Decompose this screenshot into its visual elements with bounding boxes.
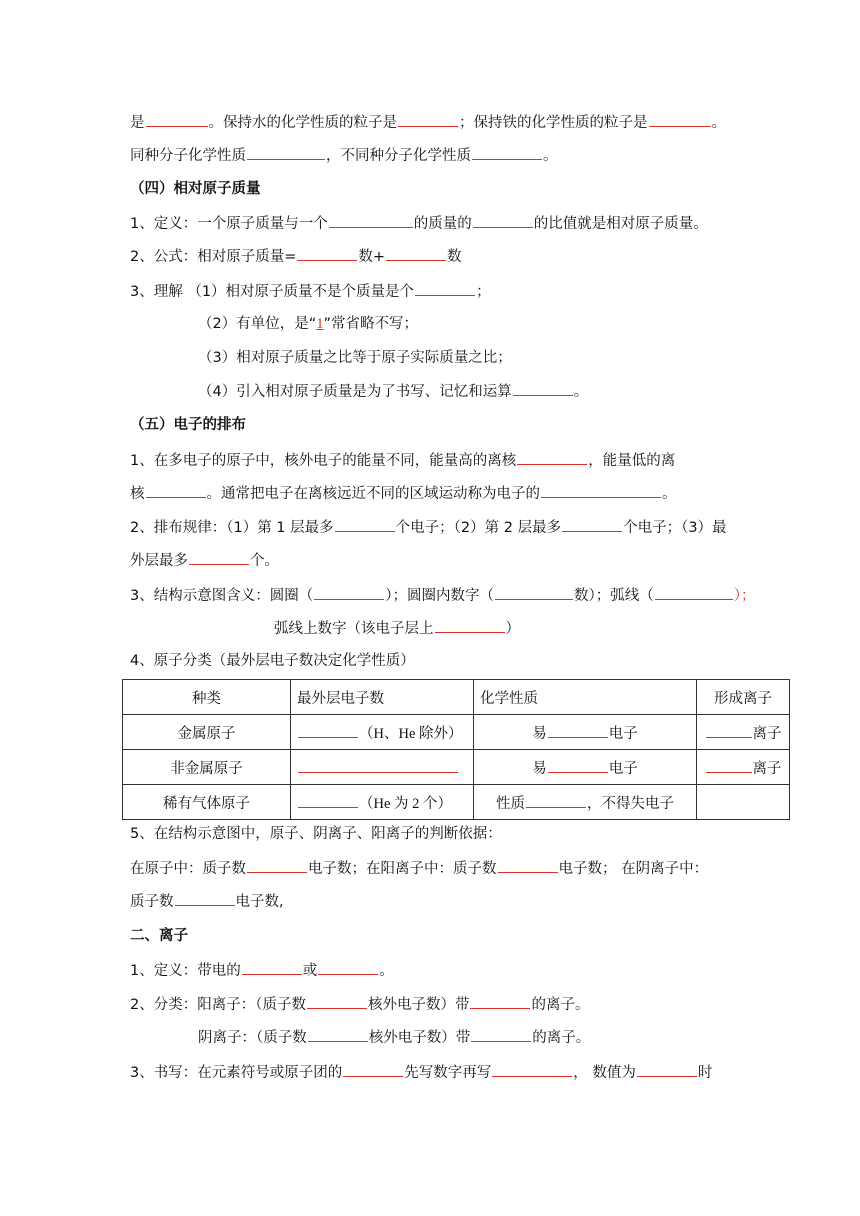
ion-definition-line: 1、定义：带电的 或 。 [130, 960, 394, 981]
cell-outer [291, 750, 474, 785]
ion-class-anion: 阴离子：（质子数 核外电子数）带 的离子。 [198, 1027, 590, 1048]
cell-kind: 金属原子 [123, 715, 291, 750]
atom-classification-table [122, 679, 790, 820]
arc-number-line: 弧线上数字（该电子层上 ） [274, 618, 520, 639]
cell-ion [697, 785, 790, 820]
section-heading-5: （五）电子的排布 [130, 417, 246, 433]
diagram-meaning-line: 3、结构示意图含义：圆圈（ ）；圆圈内数字（ 数）；弧线（ ）； [130, 585, 755, 606]
table-row [123, 750, 790, 785]
understanding-line-2: （2）有单位，是“1”常省略不写； [198, 316, 419, 332]
formula-line: 2、公式：相对原子质量= 数+ 数 [130, 246, 462, 267]
ion-writing-line: 3、书写：在元素符号或原子团的 先写数字再写 ， 数值为 时 [130, 1062, 712, 1083]
definition-line: 1、定义：一个原子质量与一个 的质量的 的比值就是相对原子质量。 [130, 213, 708, 234]
header-outer-electrons: 最外层电子数 [291, 680, 474, 715]
atom-classification-title: 4、原子分类（最外层电子数决定化学性质） [130, 653, 415, 669]
understanding-line-4: （4）引入相对原子质量是为了书写、记忆和运算 。 [198, 381, 588, 402]
electron-line-2: 核 。通常把电子在离核远近不同的区域运动称为电子的 。 [130, 483, 677, 504]
header-ion-formed: 形成离子 [697, 680, 790, 715]
judgment-line-1: 在原子中：质子数 电子数；在阳离子中：质子数 电子数； 在阴离子中： [130, 858, 708, 879]
section-heading-ions: 二、离子 [130, 928, 188, 944]
understanding-line-1: 3、理解 （1）相对原子质量不是个质量是个 ； [130, 281, 491, 302]
header-chemical-property: 化学性质 [474, 680, 697, 715]
cell-outer: （He 为 2 个） [291, 785, 474, 820]
header-kind: 种类 [123, 680, 291, 715]
section-heading-4: （四）相对原子质量 [130, 181, 261, 197]
cell-ion: 离子 [697, 750, 790, 785]
line-1: 是 。保持水的化学性质的粒子是 ；保持铁的化学性质的粒子是 。 [130, 112, 726, 133]
table-header-row [123, 680, 790, 715]
cell-chem: 易 电子 [474, 750, 697, 785]
cell-kind: 非金属原子 [123, 750, 291, 785]
ion-class-cation: 2、分类：阳离子：（质子数 核外电子数）带 的离子。 [130, 994, 589, 1015]
table-row [123, 785, 790, 820]
electron-line-3: 2、排布规律：（1）第 1 层最多 个电子；（2）第 2 层最多 个电子；（3）最 [130, 517, 727, 538]
cell-outer: （H、He 除外） [291, 715, 474, 750]
electron-line-1: 1、在多电子的原子中，核外电子的能量不同，能量高的离核 ，能量低的离 [130, 450, 675, 471]
cell-chem: 易 电子 [474, 715, 697, 750]
cell-ion: 离子 [697, 715, 790, 750]
table-row [123, 715, 790, 750]
electron-line-4: 外层最多 个。 [130, 550, 279, 571]
judgment-title: 5、在结构示意图中，原子、阴离子、阳离子的判断依据： [130, 826, 502, 842]
judgment-line-2: 质子数 电子数, [130, 891, 284, 912]
cell-kind: 稀有气体原子 [123, 785, 291, 820]
cell-chem: 性质 ，不得失电子 [474, 785, 697, 820]
understanding-line-3: （3）相对原子质量之比等于原子实际质量之比； [198, 350, 512, 366]
line-2: 同种分子化学性质 ，不同种分子化学性质 。 [130, 145, 558, 166]
